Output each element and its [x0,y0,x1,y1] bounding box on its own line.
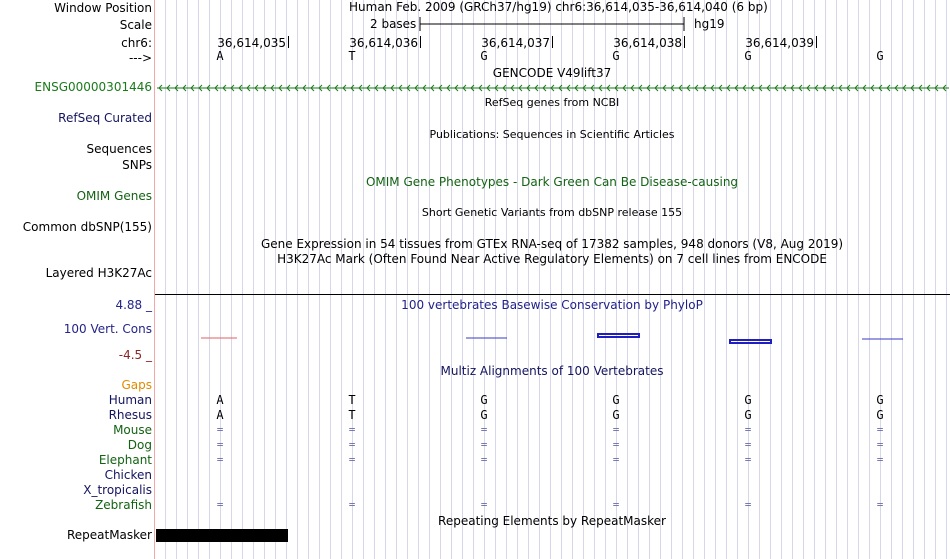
scale-bar-text: 2 bases [370,17,417,31]
alignment-cell: = [876,423,884,436]
species-label-elephant[interactable]: Elephant [98,453,152,467]
alignment-cell: A [216,408,224,422]
alignment-cell: = [216,498,224,511]
reference-base[interactable]: G [744,49,752,63]
scale-assembly: hg19 [694,17,725,31]
position-tick [816,36,817,48]
species-label-x_tropicalis[interactable]: X_tropicalis [83,483,152,497]
phylop-track-title: 100 vertebrates Basewise Conservation by PhyloP [401,298,703,312]
alignment-cell: = [348,498,356,511]
strand-label: ---> [128,51,152,65]
alignment-cell: = [348,423,356,436]
alignment-cell: = [744,453,752,466]
alignment-cell: A [216,393,224,407]
alignment-cell: G [480,408,488,422]
alignment-cell: G [612,393,620,407]
species-label-mouse[interactable]: Mouse [113,423,152,437]
alignment-cell: = [216,438,224,451]
omim-genes-label[interactable]: OMIM Genes [76,189,152,203]
alignment-cell: = [480,423,488,436]
refseq-curated-label[interactable]: RefSeq Curated [58,111,152,125]
gencode-gene-label[interactable]: ENSG00000301446 [34,80,152,94]
gaps-label[interactable]: Gaps [121,378,152,392]
alignment-cell: = [744,423,752,436]
species-label-dog[interactable]: Dog [127,438,152,452]
reference-base[interactable]: G [612,49,620,63]
alignment-cell: G [612,408,620,422]
species-label-zebrafish[interactable]: Zebrafish [95,498,152,512]
alignment-cell: G [876,393,884,407]
position-label: 36,614,038 [613,36,682,50]
alignment-cell: = [612,438,620,451]
position-tick [684,36,685,48]
alignment-cell: G [480,393,488,407]
reference-base[interactable]: T [348,49,356,63]
alignment-cell: = [480,453,488,466]
alignment-cell: T [348,393,356,407]
phylop-bar-4 [598,334,639,337]
phylop-min-label: -4.5 _ [118,348,152,362]
reference-base[interactable]: G [480,49,488,63]
alignment-cell: = [876,498,884,511]
scale-bar [419,16,687,32]
multiz-track-title: Multiz Alignments of 100 Vertebrates [440,364,664,378]
position-tick [552,36,553,48]
scale-label: Scale [119,18,152,32]
alignment-cell: = [876,438,884,451]
phylop-track-label[interactable]: 100 Vert. Cons [63,322,152,336]
alignment-cell: = [480,438,488,451]
repeatmasker-feature[interactable] [156,529,288,542]
repeatmasker-track-title: Repeating Elements by RepeatMasker [438,514,666,528]
position-tick [288,36,289,48]
gtex-track-title: Gene Expression in 54 tissues from GTEx RNA-seq of 17382 samples, 948 donors (V8, Aug 2019) [260,237,844,251]
assembly-title: Human Feb. 2009 (GRCh37/hg19) chr6:36,614,035-36,614,040 (6 bp) [349,0,768,14]
alignment-cell: G [744,408,752,422]
dbsnp-track-title: Short Genetic Variants from dbSNP release 155 [421,206,683,219]
alignment-cell: T [348,408,356,422]
alignment-cell: = [480,498,488,511]
reference-base[interactable]: A [216,49,224,63]
alignment-cell: = [348,438,356,451]
window-position-label: Window Position [54,1,152,15]
alignment-cell: = [612,498,620,511]
phylop-max-label: 4.88 _ [115,298,152,312]
repeatmasker-label[interactable]: RepeatMasker [66,528,152,542]
position-label: 36,614,039 [745,36,814,50]
alignment-cell: = [744,498,752,511]
position-label: 36,614,035 [217,36,286,50]
phylop-signal[interactable] [155,326,950,346]
species-label-human[interactable]: Human [108,393,152,407]
phylop-bar-5 [730,340,771,343]
snps-label[interactable]: SNPs [122,158,152,172]
alignment-cell: G [744,393,752,407]
alignment-cell: = [216,453,224,466]
alignment-cell: = [612,453,620,466]
alignment-cell: = [744,438,752,451]
refseq-track-title: RefSeq genes from NCBI [484,96,620,109]
h3k27ac-track-title: H3K27Ac Mark (Often Found Near Active Regulatory Elements) on 7 cell lines from ENCODE [277,252,827,266]
gencode-gene-feature[interactable] [157,82,949,94]
position-label: 36,614,037 [481,36,550,50]
position-label: 36,614,036 [349,36,418,50]
alignment-cell: = [876,453,884,466]
label-column-divider [154,0,155,559]
alignment-cell: = [216,423,224,436]
common-dbsnp-label[interactable]: Common dbSNP(155) [22,220,152,234]
alignment-cell: G [876,408,884,422]
publications-track-title: Publications: Sequences in Scientific Articles [429,128,675,141]
position-tick [420,36,421,48]
chrom-label: chr6: [121,36,152,50]
phylop-top-line [155,294,950,295]
sequences-label[interactable]: Sequences [86,142,152,156]
gencode-track-title: GENCODE V49lift37 [492,66,612,80]
reference-base[interactable]: G [876,49,884,63]
species-label-chicken[interactable]: Chicken [104,468,152,482]
species-label-rhesus[interactable]: Rhesus [108,408,152,422]
alignment-cell: = [348,453,356,466]
alignment-cell: = [612,423,620,436]
layered-h3k27ac-label[interactable]: Layered H3K27Ac [45,266,152,280]
omim-track-title: OMIM Gene Phenotypes - Dark Green Can Be Disease-causing [365,175,739,189]
